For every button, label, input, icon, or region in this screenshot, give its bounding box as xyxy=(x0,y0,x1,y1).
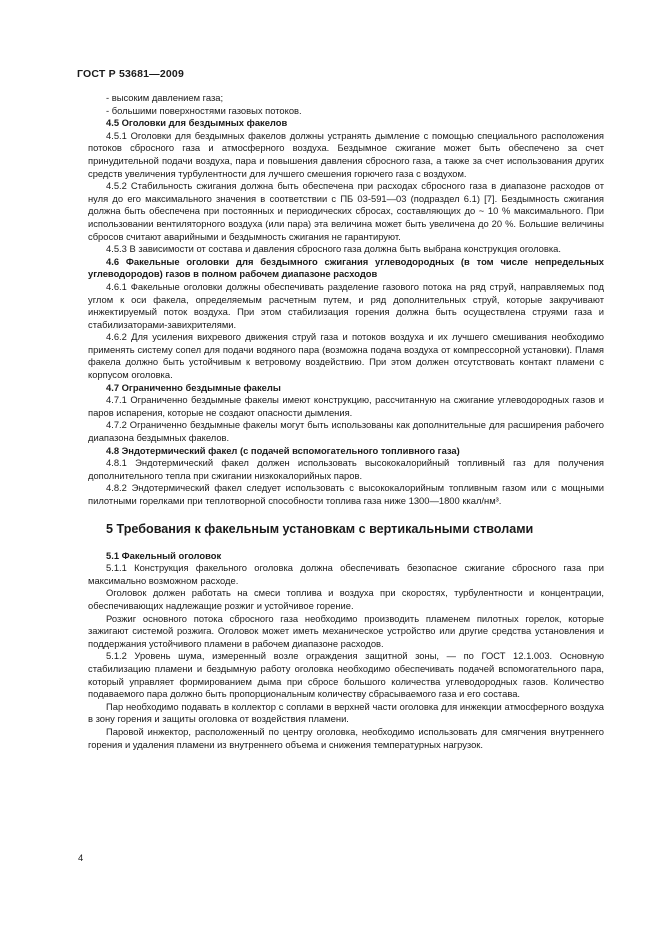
section-heading: 5 Требования к факельным установкам с вертикальными стволами xyxy=(106,521,534,536)
list-item: - большими поверхностями газовых потоков. xyxy=(106,104,302,116)
paragraph: 4.8.1 Эндотермический факел должен использовать высококалорийный топливный газ для получения дополнительного тепла при сжигании низкокалорийных паров. xyxy=(88,457,604,481)
body-text xyxy=(88,92,604,751)
running-header: ГОСТ Р 53681—2009 xyxy=(77,68,185,80)
paragraph: Паровой инжектор, расположенный по центру оголовка, необходимо использовать для смягчения внутреннего горения и удаления пламени из внутреннего объема и снижения температурных нагрузок. xyxy=(88,725,604,750)
paragraph: 4.8.2 Эндотермический факел следует использовать с высококалорийным топливным газом или с мощными пилотными горелками при теплотворной способности топлива газа ниже 1300—1800 ккал/нм³. xyxy=(88,482,604,506)
subsection-heading: 4.7 Ограниченно бездымные факелы xyxy=(106,381,281,393)
paragraph: 4.6.1 Факельные оголовки должны обеспечивать разделение газового потока на ряд струй, направляемых под углом к оси факела, определяемым расчетным путем, и ряд дополнительных струй, которые закручивают инжектируемый поток воздуха. При этом стабилизация горения должна быть осуществлена струями газа и стабилизаторами-завихрителями. xyxy=(88,280,604,330)
paragraph: 4.5.3 В зависимости от состава и давления сбросного газа должна быть выбрана конструкция оголовка. xyxy=(106,243,561,255)
list-item: - высоким давлением газа; xyxy=(106,92,224,103)
subsection-heading: 5.1 Факельный оголовок xyxy=(106,549,222,561)
paragraph: 5.1.2 Уровень шума, измеренный возле ограждения защитной зоны, — по ГОСТ 12.1.003. Основную стабилизацию пламени и бездымную работу оголовка необходимо обеспечивать подачей вспомогательного пара, который управляет формированием дыма при сбросе большого количества углеводородных газов. Количество подаваемого пара должно быть пропорциональным количеству сбрасываемого газа и его состава. xyxy=(88,650,604,700)
paragraph: Оголовок должен работать на смеси топлива и воздуха при скоростях, турбулентности и концентрации, обеспечивающих надлежащие розжиг и устойчивое горение. xyxy=(88,587,604,611)
paragraph: 4.5.2 Стабильность сжигания должна быть обеспечена при расходах сбросного газа в диапазоне расходов от нуля до его максимального значения в соответствии с ПБ 03-591—03 (подраздел 6.1) [7]. Бездымность сжигания должна быть обеспечена при постоянных и периодических сбросах, составляющих до ~ 10 % максимального. При использовании вентиляторного воздуха (или пара) эта величина может быть увеличена до 20 %. Большие величины сбросов считают аварийными и бездымность сжигания не гарантируют. xyxy=(88,180,604,242)
subsection-heading: 4.5 Оголовки для бездымных факелов xyxy=(106,117,288,129)
paragraph: 4.6.2 Для усиления вихревого движения струй газа и потоков воздуха и их лучшего смешивания необходимо применять систему сопел для подачи водяного пара (возможна подача воздуха от компрессорной установки). Пламя факела должно быть устойчивым к ветровому воздействию. При этом должен отсутствовать контакт пламени с корпусом оголовка. xyxy=(88,331,604,381)
paragraph: 4.7.1 Ограниченно бездымные факелы имеют конструкцию, рассчитанную на сжигание углеводородных газов и паров испарения, которые не создают опасности дымления. xyxy=(88,394,604,418)
subsection-heading: 4.8 Эндотермический факел (с подачей вспомогательного топливного газа) xyxy=(106,444,460,456)
subsection-heading: 4.6 Факельные оголовки для бездымного сжигания углеводородных (в том числе непредельных углеводородов) газов в полном рабочем диапазоне расходов xyxy=(88,255,604,280)
paragraph: Пар необходимо подавать в коллектор с соплами в верхней части оголовка для инжекции атмосферного воздуха в зону горения и защиты оголовка от воздействия пламени. xyxy=(88,700,604,725)
paragraph: 4.5.1 Оголовки для бездымных факелов должны устранять дымление с помощью специального расположения потоков сбросного газа и атмосферного воздуха. Бездымное сжигание может быть обеспечено за счет принудительной подачи воздуха, пара и повышения давления сбросного газа, а также за счет использования других средств увеличения турбулентности для лучшего смешения горючего газа с воздухом. xyxy=(88,129,604,179)
paragraph: 4.7.2 Ограниченно бездымные факелы могут быть использованы как дополнительные для расширения рабочего диапазона бездымных факелов. xyxy=(88,419,604,444)
page-number: 4 xyxy=(78,852,84,863)
paragraph: 5.1.1 Конструкция факельного оголовка должна обеспечивать безопасное сжигание сбросного газа при максимально возможном расходе. xyxy=(88,562,604,586)
paragraph: Розжиг основного потока сбросного газа необходимо производить пламенем пилотных горелок, которые зажигают системой розжига. Оголовок может иметь механическое устройство или другие средства установления и поддержания устойчивого пламени в рабочем диапазоне расходов. xyxy=(88,612,604,649)
